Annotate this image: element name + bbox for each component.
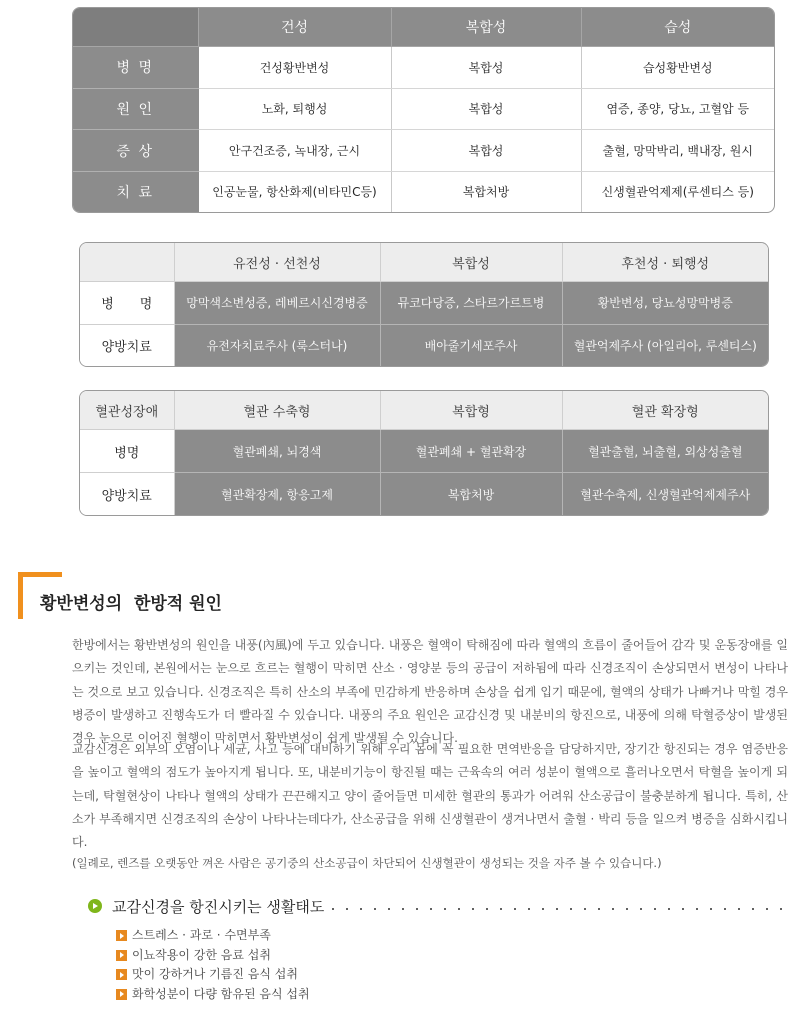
table-cell: 신생혈관억제제(루센티스 등) [601,185,754,200]
arrow-right-icon [116,989,127,1000]
column-header: 후천성 · 퇴행성 [562,243,768,282]
column-header: 유전성 · 선천성 [174,243,380,282]
corner-bracket-top [18,572,62,577]
table-cell: 혈관폐쇄 + 혈관확장 [380,430,562,473]
table-cell: 뮤코다당증, 스타르가르트병 [380,282,562,325]
column-header: 혈관 확장형 [562,391,768,430]
table-cell: 배아줄기세포주사 [380,324,562,366]
table-cell: 노화, 퇴행성 [198,88,391,130]
table-cell: 혈관폐쇄, 뇌경색 [174,430,380,473]
row-header: 병 명 [80,282,174,325]
row-header: 병명 [80,430,174,473]
column-header: 혈관 수축형 [174,391,380,430]
table-row [73,47,774,89]
table-cell: 혈관확장제, 항응고제 [174,473,380,515]
list-item-label: 스트레스 · 과로 · 수면부족 [132,928,271,942]
list-item [116,926,310,946]
table-row [73,88,774,130]
list-item [116,946,310,966]
table-header-row [80,391,768,430]
table-row [80,324,768,366]
table-corner [73,8,198,47]
table-corner: 혈관성장애 [80,391,174,430]
habits-list [116,926,310,1004]
hereditary-table [79,242,769,367]
table-cell: 건성황반변성 [198,47,391,89]
list-item-label: 화학성분이 다량 함유된 음식 섭취 [132,986,310,1001]
table-row [80,473,768,515]
table-row [80,282,768,325]
table-corner [80,243,174,282]
row-header: 병 명 [73,47,198,89]
arrow-right-icon [116,950,127,961]
table-cell: 인공눈물, 항산화제(비타민C등) [198,171,391,212]
table-cell: 복합처방 [391,171,581,212]
paragraph-sympathetic: 교감신경은 외부의 오염이나 세균, 사고 등에 대비하기 위해 우리 몸에 꼭 필요한 면역반응을 담당하지만, 장기간 항진되는 경우 염증반응을 높이고 혈액의 점도가 높아지게 됩니다. 또, 내분비기능이 항진될 때는 근육속의 여러 성분이 혈액으로 흘러나오면서 탁혈을 높이게 되는데, 탁혈현상이 나타나 혈액의 상태가 끈끈해지고 양이 줄어들면 미세한 혈관의 통과가 어려워 산소공급이 불충분하게 됩니다. 특히, 산소가 부족해지면 신경조직의 손상이 나타나는데다가, 산소공급을 위해 신생혈관이 생겨나면서 출혈 · 박리 등을 일으켜 병증을 심화시킵니다. [72,742,788,850]
list-item [116,985,310,1005]
table-cell: 안구건조증, 녹내장, 근시 [198,130,391,172]
eye-type-table [72,7,775,213]
column-header: 복합성 [391,8,581,47]
row-header: 양방치료 [80,324,174,366]
column-header: 복합성 [380,243,562,282]
table-cell: 망막색소변성증, 레베르시신경병증 [174,282,380,325]
row-header: 원 인 [73,88,198,130]
table-cell: 혈관수축제, 신생혈관억제제주사 [562,473,768,515]
table-cell: 복합성 [391,47,581,89]
table-cell: 복합성 [391,130,581,172]
row-header: 치 료 [73,171,198,212]
table-cell: 습성황반변성 [581,47,774,89]
corner-bracket-icon [18,572,23,619]
section-heading [18,572,278,620]
dotted-leader [326,908,786,910]
table-cell: 복합성 [391,88,581,130]
list-item-label: 맛이 강하거나 기름진 음식 섭취 [132,967,298,982]
table-row [80,430,768,473]
list-item [116,965,310,985]
column-header: 복합형 [380,391,562,430]
table-row [73,171,774,212]
row-header: 증 상 [73,130,198,172]
play-circle-icon [88,899,102,913]
table-cell: 염증, 종양, 당뇨, 고혈압 등 [581,88,774,130]
arrow-right-icon [116,969,127,980]
column-header: 건성 [198,8,391,47]
habits-heading [88,895,788,919]
list-item-label: 이뇨작용이 강한 음료 섭취 [132,947,271,962]
table-header-row [73,8,774,47]
vascular-table [79,390,769,516]
column-header: 습성 [581,8,774,47]
example-note: (일례로, 렌즈를 오랫동안 껴온 사람은 공기중의 산소공급이 차단되어 신생혈관이 생성되는 것을 자주 볼 수 있습니다.) [72,856,662,870]
table-row [73,130,774,172]
table-header-row [80,243,768,282]
paragraph-cause: 한방에서는 황반변성의 원인을 내풍(內風)에 두고 있습니다. 내풍은 혈액이 탁해짐에 따라 혈액의 흐름이 줄어들어 감각 및 운동장애를 일으키는 것인데, 본원에서는 눈으로 흐르는 혈행이 막히면 산소 · 영양분 등의 공급이 저하됨에 따라 신경조직이 손상되면서 변성이 나타나는 것으로 보고 있습니다. 신경조직은 특히 산소의 부족에 민감하게 반응하며 손상을 쉽게 입기 때문에, 혈액의 상태가 나빠거나 막힐 경우 병증이 발생하고 진행속도가 더 빨라질 수 있습니다. 내풍의 주요 원인은 교감신경 및 내분비의 항진으로, 내풍에 의해 탁혈증상이 발생된 경우 눈으로 이어진 혈행이 막히면서 황반변성이 쉽게 발생될 수 있습니다. [72,638,788,746]
arrow-right-icon [116,930,127,941]
section-title: 황반변성의 한방적 원인 [40,594,222,614]
table-cell: 복합처방 [380,473,562,515]
table-cell: 혈관출혈, 뇌출혈, 외상성출혈 [562,430,768,473]
table-cell: 황반변성, 당뇨성망막병증 [562,282,768,325]
habits-title: 교감신경을 항진시키는 생활태도 [112,898,325,916]
table-cell: 출혈, 망막박리, 백내장, 원시 [581,130,774,172]
table-cell: 혈관억제주사 (아일리아, 루센티스) [562,324,768,366]
row-header: 양방치료 [80,473,174,515]
table-cell: 유전자치료주사 (룩스터나) [174,324,380,366]
